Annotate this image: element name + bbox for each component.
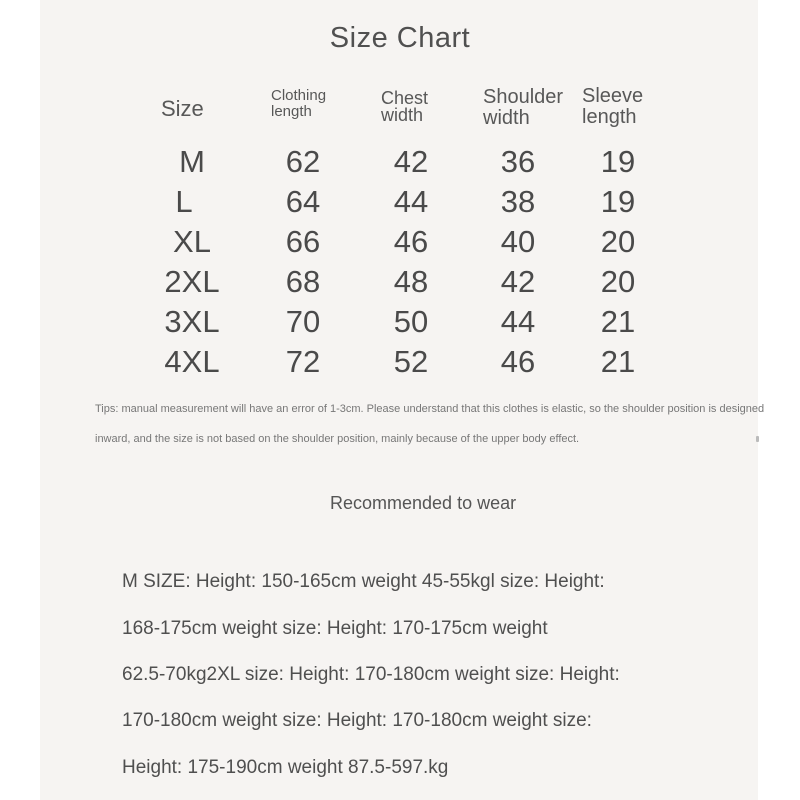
- table-row: [0, 144, 800, 184]
- shoulder-width-cell: 38: [500, 184, 536, 219]
- recommended-line: M SIZE: Height: 150-165cm weight 45-55kgl size: Height:: [122, 571, 605, 592]
- sleeve-length-cell: 20: [600, 264, 636, 299]
- table-row: [0, 304, 800, 344]
- chest-width-cell: 42: [393, 144, 429, 179]
- shoulder-width-cell: 44: [500, 304, 536, 339]
- sleeve-length-cell: 20: [600, 224, 636, 259]
- table-row: [0, 224, 800, 264]
- header-sleeve-length: Sleeve length: [582, 85, 644, 128]
- clothing-length-cell: 70: [285, 304, 321, 339]
- header-chest-width: Chest width: [381, 88, 429, 125]
- measurement-tips: Tips: manual measurement will have an error of 1-3cm. Please understand that this clothes is elastic, so the shoulder position is designed inward, and the size is not based on the shoulder position, mainly because of the upper body effect.: [95, 403, 765, 445]
- recommended-title: Recommended to wear: [330, 493, 517, 513]
- clothing-length-cell: 66: [285, 224, 321, 259]
- size-cell: 3XL: [164, 304, 220, 339]
- chest-width-cell: 52: [393, 344, 429, 379]
- header-shoulder-width: Shoulder width: [483, 86, 564, 129]
- clothing-length-cell: 68: [285, 264, 321, 299]
- size-cell: L: [175, 184, 193, 219]
- chest-width-cell: 50: [393, 304, 429, 339]
- size-cell: XL: [173, 224, 211, 259]
- table-row: [0, 344, 800, 384]
- header-clothing-length: Clothing length: [271, 87, 327, 120]
- table-row: [0, 184, 800, 224]
- clothing-length-cell: 72: [285, 344, 321, 379]
- shoulder-width-cell: 42: [500, 264, 536, 299]
- size-cell: M: [179, 144, 205, 179]
- header-size: Size: [161, 96, 204, 121]
- recommended-line: Height: 175-190cm weight 87.5-597.kg: [122, 757, 449, 778]
- recommended-line: 170-180cm weight size: Height: 170-180cm weight size:: [122, 710, 592, 731]
- decorative-mark: [756, 436, 759, 442]
- page-title: Size Chart: [329, 22, 471, 54]
- size-cell: 2XL: [164, 264, 220, 299]
- chest-width-cell: 44: [393, 184, 429, 219]
- sleeve-length-cell: 19: [600, 184, 636, 219]
- chest-width-cell: 46: [393, 224, 429, 259]
- shoulder-width-cell: 36: [500, 144, 536, 179]
- shoulder-width-cell: 40: [500, 224, 536, 259]
- chest-width-cell: 48: [393, 264, 429, 299]
- sleeve-length-cell: 21: [600, 344, 636, 379]
- clothing-length-cell: 64: [285, 184, 321, 219]
- recommended-line: 168-175cm weight size: Height: 170-175cm weight: [122, 618, 548, 639]
- table-row: [0, 264, 800, 304]
- sleeve-length-cell: 19: [600, 144, 636, 179]
- clothing-length-cell: 62: [285, 144, 321, 179]
- shoulder-width-cell: 46: [500, 344, 536, 379]
- sleeve-length-cell: 21: [600, 304, 636, 339]
- recommended-line: 62.5-70kg2XL size: Height: 170-180cm weight size: Height:: [122, 664, 620, 685]
- size-cell: 4XL: [164, 344, 220, 379]
